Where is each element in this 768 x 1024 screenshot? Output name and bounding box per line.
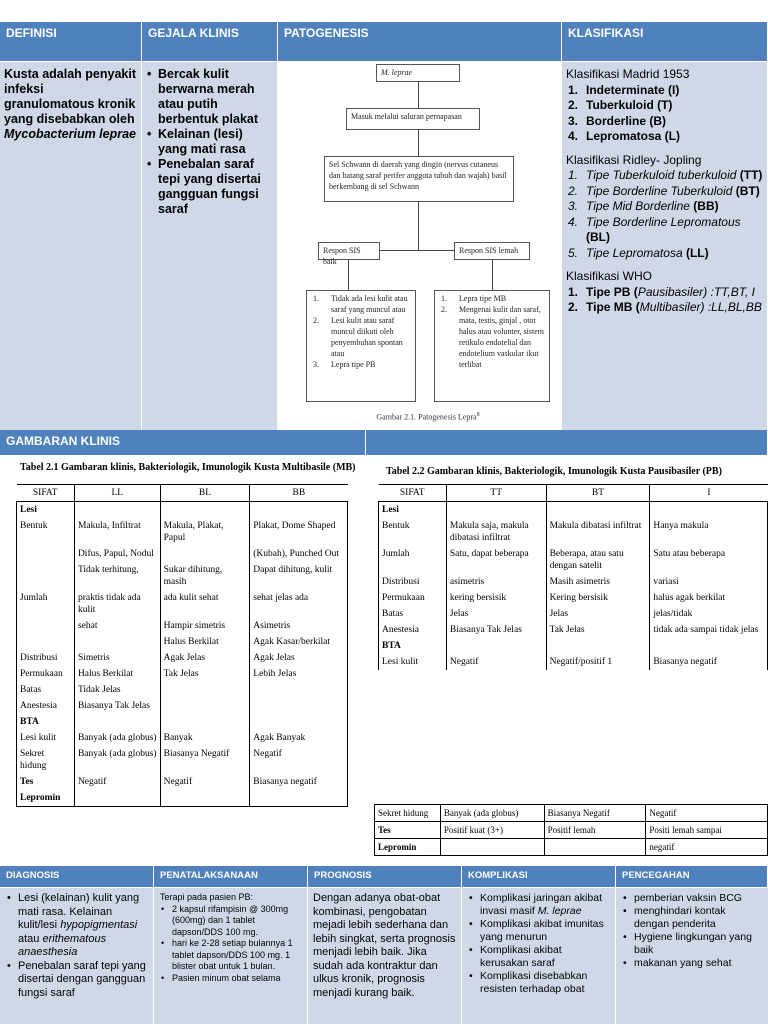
table-cell: Lebih Jelas bbox=[253, 669, 297, 679]
table-cell bbox=[544, 839, 646, 856]
table-cell bbox=[250, 714, 348, 730]
table-cell: Satu, dapat beberapa bbox=[446, 546, 546, 574]
pencegahan-item: • Hygiene lingkungan yang baik bbox=[622, 931, 762, 957]
table-cell: Masih asimetris bbox=[546, 574, 650, 590]
table-cell: sehat bbox=[74, 618, 160, 634]
table-row bbox=[379, 546, 768, 574]
table-row bbox=[17, 682, 348, 698]
table-mb bbox=[16, 484, 348, 807]
table-cell bbox=[74, 790, 160, 807]
table-cell: Difus, Papul, Nodul bbox=[74, 546, 160, 562]
table-pb-col: SIFAT bbox=[379, 485, 447, 502]
table-pb-col: TT bbox=[446, 485, 546, 502]
table-cell: Batas bbox=[17, 682, 75, 698]
gejala-item: • Bercak kulit berwarna merah atau putih berbentuk plakat bbox=[146, 67, 273, 127]
table-cell: Permukaan bbox=[17, 666, 75, 682]
table-cell: Lepromin bbox=[375, 839, 441, 856]
table-pb-col: I bbox=[707, 488, 711, 498]
table-row bbox=[17, 714, 348, 730]
table-cell bbox=[74, 634, 160, 650]
table-cell: Asimetris bbox=[253, 621, 291, 631]
table-cell: Makula saja, makula dibatasi infiltrat bbox=[446, 518, 546, 546]
table-cell: Banyak bbox=[160, 730, 250, 746]
table-cell: Halus Berkilat bbox=[160, 634, 250, 650]
table-cell: Dapat dihitung, kulit bbox=[253, 565, 333, 575]
table-cell: Agak Jelas bbox=[160, 650, 250, 666]
table-cell: Distribusi bbox=[17, 650, 75, 666]
table-row bbox=[17, 790, 348, 807]
table-cell: asimetris bbox=[446, 574, 546, 590]
table-row bbox=[17, 666, 348, 682]
komplikasi-item: • Komplikasi akibat kerusakan saraf bbox=[468, 944, 609, 970]
table-cell: Simetris bbox=[74, 650, 160, 666]
patogenesis-caption: Gambar 2.1. Patogenesis Lepra$^8$ bbox=[376, 412, 480, 422]
table-cell: Lesi bbox=[379, 502, 447, 519]
table-mb-col: LL bbox=[74, 485, 160, 502]
header-diagnosis: DIAGNOSIS bbox=[0, 866, 154, 888]
table-cell bbox=[160, 546, 250, 562]
table-row bbox=[17, 518, 348, 546]
patogenesis-entry-box: Masuk melalui saluran pernapasan bbox=[346, 108, 480, 130]
table-cell: Makula, Plakat, Papul bbox=[160, 518, 250, 546]
prognosis-text: Dengan adanya obat-obat kombinasi, pengobatan mejadi lebih sederhana dan lebih singkat, serta prognosis menjadi lebih baik. Jika sudah ada kontraktur dan ulkus kronik, prognosis menjadi kurang baik. bbox=[313, 892, 456, 999]
table-cell: Jelas bbox=[546, 606, 650, 622]
table-cell: Tidak Jelas bbox=[74, 682, 160, 698]
table-row bbox=[379, 502, 768, 519]
table-cell: Positif kuat (3+) bbox=[440, 822, 544, 839]
penatalaksanaan-item: • 2 kapsul rifampisin @ 300mg (600mg) dan 1 tablet dapson/DDS 100 mg. bbox=[160, 904, 301, 939]
table-cell: Banyak (ada globus) bbox=[74, 746, 160, 774]
table-cell: Sekret hidung bbox=[17, 746, 75, 774]
table-cell: Biasanya Negatif bbox=[544, 805, 646, 822]
patogenesis-schwann-box: Sel Schwann di daerah yang dingin (nervus cutaneus dan batang saraf perifer anggota tubuh dan wajah) basil berkembang di sel Schwann bbox=[324, 156, 514, 202]
table-cell: Lesi kulit bbox=[379, 654, 447, 670]
pencegahan-item: • pemberian vaksin BCG bbox=[622, 892, 762, 905]
table-row bbox=[17, 698, 348, 714]
table-row bbox=[17, 562, 348, 590]
diagnosis-item: • Lesi (kelainan) kulit yang mati rasa. Kelainan kulit/lesi hypopigmentasi atau erithematous anaesthesia bbox=[6, 892, 147, 960]
prognosis-cell bbox=[308, 888, 462, 1024]
table-cell: Tes bbox=[375, 822, 441, 839]
table-cell bbox=[160, 790, 250, 807]
table-cell: Biasanya Negatif bbox=[160, 746, 250, 774]
table-cell: kering bersisik bbox=[446, 590, 546, 606]
table-cell bbox=[250, 502, 348, 519]
definisi-organism: Mycobacterium leprae bbox=[4, 127, 136, 141]
header-prognosis: PROGNOSIS bbox=[308, 866, 462, 888]
table-cell: Negatif/positif 1 bbox=[546, 654, 650, 670]
patogenesis-left-list: 1. Tidak ada lesi kulit atau saraf yang muncul atau 2. Lesi kulit atau saraf muncul diikuti oleh penyembuhan spontan atau 3. Lepra tipe PB bbox=[306, 290, 416, 402]
gejala-item: • Kelainan (lesi) yang mati rasa bbox=[146, 127, 273, 157]
penatalaksanaan-cell bbox=[154, 888, 308, 1024]
table-row bbox=[17, 730, 348, 746]
table-cell bbox=[74, 714, 160, 730]
table-cell bbox=[250, 698, 348, 714]
who-title: Klasifikasi WHO bbox=[566, 269, 653, 283]
table-cell bbox=[546, 502, 650, 519]
table-cell: Plakat, Dome Shaped bbox=[253, 521, 336, 531]
header-pencegahan: PENCEGAHAN bbox=[616, 866, 768, 888]
komplikasi-cell bbox=[462, 888, 616, 1024]
table-cell: Sukar dihitung, masih bbox=[160, 562, 250, 590]
header-gejala: GEJALA KLINIS bbox=[142, 22, 278, 62]
header-penatalaksanaan: PENATALAKSANAAN bbox=[154, 866, 308, 888]
table-cell: negatif bbox=[649, 842, 675, 852]
gejala-cell bbox=[142, 62, 278, 430]
header-klasifikasi: KLASIFIKASI bbox=[562, 22, 768, 62]
table-cell bbox=[17, 634, 75, 650]
table-row bbox=[379, 574, 768, 590]
table-cell bbox=[160, 698, 250, 714]
komplikasi-item: • Komplikasi akibat imunitas yang menurun bbox=[468, 918, 609, 944]
table-cell: Anestesia bbox=[17, 698, 75, 714]
table-cell bbox=[160, 714, 250, 730]
table-cell: ada kulit sehat bbox=[160, 590, 250, 618]
table-cell: Beberapa, atau satu dengan satelit bbox=[546, 546, 650, 574]
patogenesis-right-box: Respon SIS lemah bbox=[454, 242, 530, 260]
table-row bbox=[17, 650, 348, 666]
table-cell: Distribusi bbox=[379, 574, 447, 590]
table-cell bbox=[650, 638, 768, 654]
pencegahan-item: • menghindari kontak dengan penderita bbox=[622, 905, 762, 931]
table-cell: Permukaan bbox=[379, 590, 447, 606]
table-mb-title: Tabel 2.1 Gambaran klinis, Bakteriologik, Imunologik Kusta Multibasile (MB) bbox=[20, 462, 356, 473]
table-cell: Biasanya negatif bbox=[253, 777, 317, 787]
table-cell bbox=[440, 839, 544, 856]
table-cell: Hampir simetris bbox=[160, 618, 250, 634]
madrid-title: Klasifikasi Madrid 1953 bbox=[566, 67, 690, 81]
table-cell: Bentuk bbox=[17, 518, 75, 546]
table-cell: Negatif bbox=[253, 749, 282, 759]
table-row bbox=[17, 546, 348, 562]
table-cell bbox=[160, 502, 250, 519]
table-mb-col: BB bbox=[292, 488, 306, 498]
table-cell: Batas bbox=[379, 606, 447, 622]
patogenesis-diagram bbox=[278, 62, 562, 430]
patogenesis-top-box: M. leprae bbox=[376, 64, 460, 82]
header-definisi: DEFINISI bbox=[0, 22, 142, 62]
table-cell bbox=[17, 562, 75, 590]
table-cell: Bentuk bbox=[379, 518, 447, 546]
header-komplikasi: KOMPLIKASI bbox=[462, 866, 616, 888]
ridley-title: Klasifikasi Ridley- Jopling bbox=[566, 152, 702, 167]
table-cell: BTA bbox=[17, 714, 75, 730]
table-pb-title: Tabel 2.2 Gambaran klinis, Bakteriologik, Imunologik Kusta Pausibasiler (PB) bbox=[386, 466, 722, 477]
table-row bbox=[17, 774, 348, 790]
table-row bbox=[379, 590, 768, 606]
table-cell: Lesi kulit bbox=[17, 730, 75, 746]
table-cell: Satu atau beberapa bbox=[653, 549, 726, 559]
table-row bbox=[379, 518, 768, 546]
komplikasi-item: • Komplikasi jaringan akibat invasi masif M. leprae bbox=[468, 892, 609, 918]
table-cell: Sekret hidung bbox=[375, 805, 441, 822]
table-cell bbox=[17, 618, 75, 634]
table-cell: BTA bbox=[379, 638, 447, 654]
table-row bbox=[379, 622, 768, 638]
table-cell: sehat jelas ada bbox=[253, 593, 309, 603]
klasifikasi-cell bbox=[562, 62, 768, 430]
table-row bbox=[379, 638, 768, 654]
definisi-cell bbox=[0, 62, 142, 430]
table-cell bbox=[446, 638, 546, 654]
header-gambaran-right bbox=[366, 430, 768, 456]
header-gambaran: GAMBARAN KLINIS bbox=[0, 430, 366, 456]
table-cell: Halus Berkilat bbox=[74, 666, 160, 682]
table-row bbox=[379, 654, 768, 670]
table-cell: Tak Jelas bbox=[546, 622, 650, 638]
table-cell: Negatif bbox=[160, 774, 250, 790]
table-cell: Agak Jelas bbox=[253, 653, 295, 663]
penatalaksanaan-item: • hari ke 2-28 setiap bulannya 1 tablet dapson/DDS 100 mg. 1 blister obat untuk 1 bulan. bbox=[160, 938, 301, 973]
table-cell: Kering bersisik bbox=[546, 590, 650, 606]
table-cell: Tes bbox=[17, 774, 75, 790]
table-row bbox=[379, 606, 768, 622]
diagnosis-item: • Penebalan saraf tepi yang disertai dengan gangguan fungsi saraf bbox=[6, 960, 147, 1001]
table-cell: praktis tidak ada kulit bbox=[74, 590, 160, 618]
table-cell: Positi lemah sampai bbox=[649, 825, 722, 835]
table-row bbox=[17, 746, 348, 774]
table-cell: Jumlah bbox=[17, 590, 75, 618]
pencegahan-cell bbox=[616, 888, 768, 1024]
table-cell bbox=[250, 790, 348, 807]
patogenesis-left-box: Respon SIS baik bbox=[318, 242, 380, 260]
who-list: 1. Tipe PB (Pausibasiler) :TT,BT, I 2. Tipe MB (Multibasiler) :LL,BL,BB bbox=[568, 284, 762, 314]
table-pb-col: BT bbox=[546, 485, 650, 502]
table-cell: Negatif bbox=[649, 808, 677, 818]
table-cell: Anestesia bbox=[379, 622, 447, 638]
table-cell: Biasanya Tak Jelas bbox=[446, 622, 546, 638]
header-patogenesis: PATOGENESIS bbox=[278, 22, 562, 62]
table-cell bbox=[74, 502, 160, 519]
table-cell bbox=[17, 546, 75, 562]
table-cell: Biasanya Tak Jelas bbox=[74, 698, 160, 714]
table-cell: Biasanya negatif bbox=[653, 657, 717, 667]
table-cell: halus agak berkilat bbox=[653, 593, 726, 603]
table-cell: Jelas bbox=[446, 606, 546, 622]
table-cell: Tak Jelas bbox=[160, 666, 250, 682]
table-mb-col: SIFAT bbox=[17, 485, 75, 502]
table-row bbox=[17, 502, 348, 519]
table-mb-col: BL bbox=[160, 485, 250, 502]
table-cell: Positif lemah bbox=[544, 822, 646, 839]
table-cell: Negatif bbox=[74, 774, 160, 790]
table-cell: Jumlah bbox=[379, 546, 447, 574]
table-row bbox=[375, 822, 768, 839]
table-cell bbox=[446, 502, 546, 519]
komplikasi-item: • Komplikasi disebabkan resisten terhadap obat bbox=[468, 970, 609, 996]
definisi-text: Kusta adalah penyakit infeksi granulomatous kronik yang disebabkan oleh bbox=[4, 67, 136, 126]
pencegahan-item: • makanan yang sehat bbox=[622, 957, 762, 970]
madrid-list: 1. Indeterminate (I) 2. Tuberkuloid (T) 3. Borderline (B) 4. Lepromatosa (L) bbox=[568, 82, 681, 143]
table-cell bbox=[250, 682, 348, 698]
table-cell: Makula dibatasi infiltrat bbox=[546, 518, 650, 546]
table-cell: Negatif bbox=[446, 654, 546, 670]
table-cell: Lesi bbox=[17, 502, 75, 519]
table-cell: Agak Kasar/berkilat bbox=[253, 637, 331, 647]
table-pb bbox=[378, 484, 768, 670]
table-cell: tidak ada sampai tidak jelas bbox=[653, 625, 759, 635]
gejala-item: • Penebalan saraf tepi yang disertai gangguan fungsi saraf bbox=[146, 157, 273, 217]
ridley-list: 1. Tipe Tuberkuloid tuberkuloid (TT) 2. Tipe Borderline Tuberkuloid (BT) 3. Tipe Mid Borderline (BB) 4. Tipe Borderline Lepromatous (BL) 5. Tipe Lepromatosa (LL) bbox=[568, 168, 763, 260]
table-cell: Makula, Infiltrat bbox=[74, 518, 160, 546]
table-cell: Tidak terhitung, bbox=[74, 562, 160, 590]
table-pb-extra bbox=[374, 804, 768, 856]
table-cell: Agak Banyak bbox=[253, 733, 306, 743]
table-cell: jelas/tidak bbox=[653, 609, 693, 619]
diagnosis-cell bbox=[0, 888, 154, 1024]
table-row bbox=[17, 618, 348, 634]
penatalaksanaan-intro: Terapi pada pasien PB: bbox=[160, 892, 254, 902]
table-row bbox=[375, 839, 768, 856]
table-cell bbox=[650, 502, 768, 519]
table-cell bbox=[160, 682, 250, 698]
table-cell: Banyak (ada globus) bbox=[74, 730, 160, 746]
table-cell: (Kubah), Punched Out bbox=[253, 549, 340, 559]
table-cell: variasi bbox=[653, 577, 679, 587]
table-row bbox=[17, 590, 348, 618]
table-cell: Hanya makula bbox=[653, 521, 709, 531]
table-cell: Banyak (ada globus) bbox=[440, 805, 544, 822]
table-cell: Lepromin bbox=[17, 790, 75, 807]
table-row bbox=[17, 634, 348, 650]
gambaran-area bbox=[0, 456, 768, 856]
patogenesis-right-list: 1. Lepra tipe MB 2. Mengenai kulit dan saraf, mata, testis, ginjal , otot halus atau volunter, sistem retikulo endotelial dan endotelium vaskular ikut terlibat bbox=[434, 290, 550, 402]
table-cell bbox=[546, 638, 650, 654]
table-row bbox=[375, 805, 768, 822]
penatalaksanaan-item: • Pasien minum obat selama bbox=[160, 973, 301, 985]
